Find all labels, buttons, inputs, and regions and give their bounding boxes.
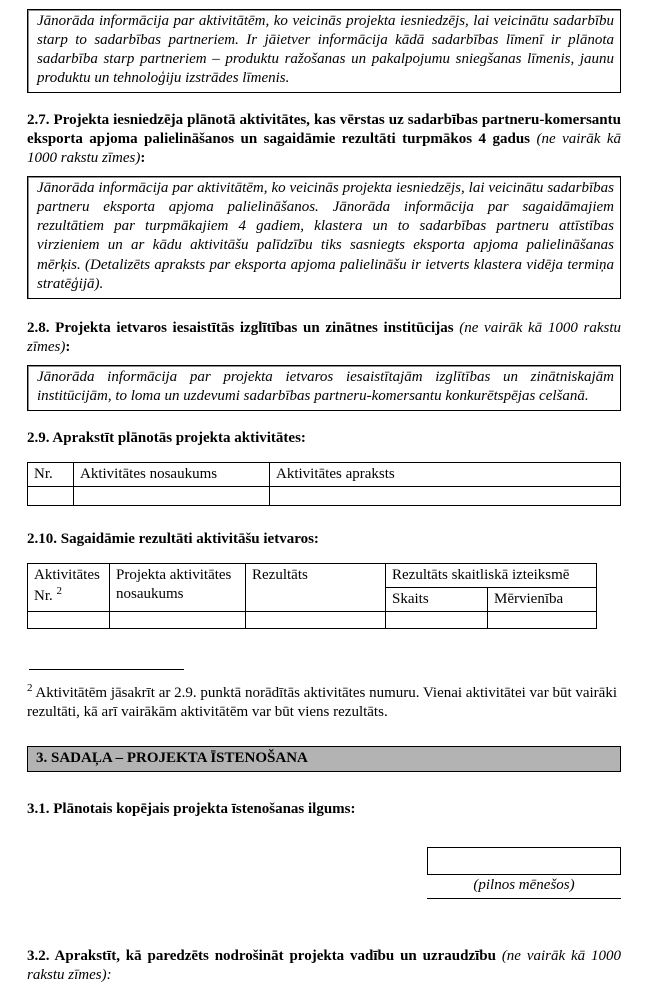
col-header-activity-description: Aktivitātes apraksts [270,462,621,486]
section-2-8-title: 2.8. Projekta ietvaros iesaistītās izglītības un zinātnes institūcijas [27,319,460,336]
section-2-7-instruction-box[interactable] [27,176,621,298]
col-header-count: Skaits [386,587,488,611]
section-3-2-heading [27,947,621,985]
intro-instruction-box[interactable] [27,9,621,93]
col-header-activity-nr: Aktivitātes Nr. $^2$ [28,563,110,611]
results-table-empty-row [28,612,597,629]
footnote-text: Aktivitātēm jāsakrīt ar 2.9. punktā norādītās aktivitātes numuru. Vienai aktivitātei var būt vairāki rezultāti, kā arī vairākām aktivitātēm var būt viens rezultāts. [27,685,618,721]
footnote-marker: 2 [27,682,33,695]
section-3-bar-title: 3. SADAĻA – PROJEKTA ĪSTENOŠANA [36,750,308,767]
section-3-bar [27,746,621,772]
duration-unit-label: (pilnos mēnešos) [427,875,621,899]
section-2-8-limit-note: (ne vairāk kā 1000 rakstu zīmes) [27,319,621,355]
section-2-10-heading [27,530,621,549]
col-header-activity-name: Aktivitātes nosaukums [74,462,270,486]
section-2-7-heading [27,111,621,168]
footnote [27,682,621,722]
section-2-8-heading [27,319,621,357]
section-2-8-colon: : [65,338,71,355]
col-header-unit: Mērvienība [488,587,597,611]
section-3-1-heading [27,800,621,819]
activity-description-cell[interactable] [270,486,621,505]
result-unit-cell[interactable] [488,612,597,629]
section-3-1-title: 3.1. Plānotais kopējais projekta īstenošanas ilgums: [27,801,356,818]
section-2-10-title: 2.10. Sagaidāmie rezultāti aktivitāšu ietvaros: [27,530,319,547]
activity-nr-cell[interactable] [28,486,74,505]
section-2-9-colon: : [300,429,306,446]
activities-table-empty-row [28,486,621,505]
col-header-result: Rezultāts [246,563,386,611]
section-2-7-instruction-text: Jānorāda informācija par aktivitātēm, ko veicinās projekta iesniedzējs, lai veicinātu sadarbības partneru eksporta apjoma palielināšanos. Jānorāda informācija par sagaidāmajiem rezultātiem par turpmākajiem 4 gadiem, klastera un to sadarbības partneru attīstības virzieniem un ar kādu aktivitāšu palīdzību tiks sasniegts eksporta apjoma palielināšanas mērķis. (Detalizēts apraksts par eksporta apjoma palielināšu ir ietverts klastera vidēja termiņa stratēģijā). [37,180,614,292]
section-2-8-instruction-text: Jānorāda informācija par projekta ietvaros iesaistītajām izglītības un zinātniskajām institūcijām, to loma un uzdevumi sadarbības partneru-komersantu konkurētspējas celšanā. [37,368,614,404]
results-table-header-row-1 [28,563,597,587]
footnote-separator [29,669,184,670]
result-cell[interactable] [246,612,386,629]
section-3-2-title: 3.2. Aprakstīt, kā paredzēts nodrošināt projekta vadību un uzraudzību [27,948,502,965]
section-2-7-colon: : [140,150,146,167]
col-header-nr: Nr. [28,462,74,486]
activities-table [27,462,621,506]
results-table [27,563,597,629]
footnote-ref-2: 2 [56,584,62,597]
intro-instruction-text: Jānorāda informācija par aktivitātēm, ko veicinās projekta iesniedzējs, lai veicinātu sadarbību starp to sadarbības partneriem. Ir jāietver informācija kādā sadarbības līmenī ir plānota sadarbība starp partneriem – produktu ražošanas un pakalpojumu sniegšanas līmenis, jaunu produktu un tehnoloģiju izstrādes līmenis. [37,13,614,87]
col-header-project-activity-name: Projekta aktivitātes nosaukums [110,563,246,611]
section-2-8-instruction-box[interactable] [27,365,621,411]
section-2-7-title: 2.7. Projekta iesniedzēja plānotā aktivitātes, kas vērstas uz sadarbības partneru-komersantu eksporta apjoma palielināšanos un sagaidāmie rezultāti turpmākos 4 gadus [27,112,621,148]
result-activity-nr-cell[interactable] [28,612,110,629]
result-count-cell[interactable] [386,612,488,629]
section-2-7-limit-note: (ne vairāk kā 1000 rakstu zīmes) [27,131,621,167]
result-activity-name-cell[interactable] [110,612,246,629]
duration-widget [427,847,621,899]
section-2-9-heading [27,429,621,448]
duration-input-cell[interactable] [427,847,621,875]
activity-name-cell[interactable] [74,486,270,505]
col-header-result-numeric-group: Rezultāts skaitliskā izteiksmē [386,563,597,587]
section-3-2-limit-note: (ne vairāk kā 1000 rakstu zīmes): [27,948,621,984]
section-2-9-title: 2.9. Aprakstīt plānotās projekta aktivitātes [27,429,301,446]
activities-table-header-row [28,462,621,486]
